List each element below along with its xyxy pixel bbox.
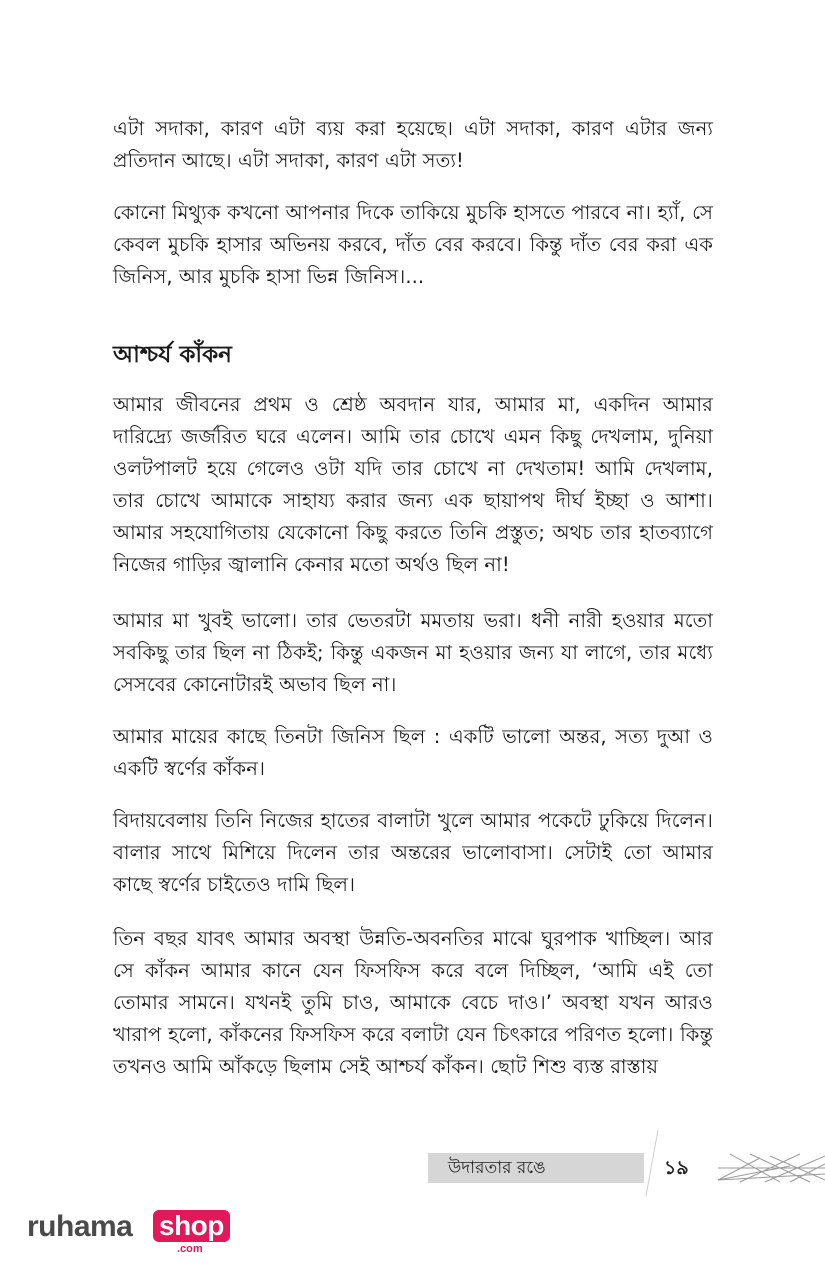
paragraph-7: তিন বছর যাবৎ আমার অবস্থা উন্নতি-অবনতির মাঝে ঘুরপাক খাচ্ছিল। আর সে কাঁকন আমার কানে যেন ফিসফিস করে বলে দিচ্ছিল, ‘আমি এই তো তোমার সামনে। যখনই তুমি চাও, আমাকে বেচে দাও।’ অবস্থা যখন আরও খারাপ হলো, কাঁকনের ফিসফিস করে বলাটা যেন চিৎকারে পরিণত হলো। কিন্তু তখনও আমি আঁকড়ে ছিলাম সেই আশ্চর্য কাঁকন। ছোট শিশু ব্যস্ত রাস্তায় [113, 927, 713, 1078]
logo-text-ruhama: ruhama [27, 1210, 133, 1243]
logo-text-shop: shop [153, 1210, 230, 1242]
paragraph-3: আমার জীবনের প্রথম ও শ্রেষ্ঠ অবদান যার, আমার মা, একদিন আমার দারিদ্র্যে জর্জরিত ঘরে এলেন। আমি তার চোখে এমন কিছু দেখলাম, দুনিয়া ওলটপালট হয়ে গেলেও ওটা যদি তার চোখে না দেখতাম! আমি দেখলাম, তার চোখে আমাকে সাহায্য করার জন্য এক ছায়াপথ দীর্ঘ ইচ্ছা ও আশা। আমার সহযোগিতায় যেকোনো কিছু করতে তিনি প্রস্তুত; অথচ তার হাতব্যাগে নিজের গাড়ির জ্বালানি কেনার মতো অর্থও ছিল না! [113, 393, 713, 576]
paragraph-6: বিদায়বেলায় তিনি নিজের হাতের বালাটা খুলে আমার পকেটে ঢুকিয়ে দিলেন। বালার সাথে মিশিয়ে দিলেন তার অন্তরের ভালোবাসা। সেটাই তো আমার কাছে স্বর্ণের চাইতেও দামি ছিল। [113, 809, 713, 896]
paragraph-5: আমার মায়ের কাছে তিনটা জিনিস ছিল : একটি ভালো অন্তর, সত্য দুআ ও একটি স্বর্ণের কাঁকন। [113, 725, 713, 780]
footer-book-title: উদারতার রঙে [448, 1158, 546, 1178]
paragraph-4: আমার মা খুবই ভালো। তার ভেতরটা মমতায় ভরা। ধনী নারী হওয়ার মতো সবকিছু তার ছিল না ঠিকই; কিন্তু একজন মা হওয়ার জন্য যা লাগে, তার মধ্যে সেসবের কোনোটারই অভাব ছিল না। [113, 609, 713, 696]
paragraph-2: কোনো মিথ্যুক কখনো আপনার দিকে তাকিয়ে মুচকি হাসতে পারবে না। হ্যাঁ, সে কেবল মুচকি হাসার অভিনয় করবে, দাঁত বের করবে। কিন্তু দাঁত বের করা এক জিনিস, আর মুচকি হাসা ভিন্ন জিনিস।... [113, 201, 713, 288]
section-heading: আশ্চর্য কাঁকন [113, 342, 232, 368]
paragraph-1: এটা সদাকা, কারণ এটা ব্যয় করা হয়েছে। এটা সদাকা, কারণ এটার জন্য প্রতিদান আছে। এটা সদাকা, কারণ এটা সত্য! [113, 117, 713, 172]
page-number: ১৯ [664, 1157, 689, 1179]
logo-domain: .com [177, 1243, 203, 1255]
footer-title-bar [428, 1153, 644, 1183]
